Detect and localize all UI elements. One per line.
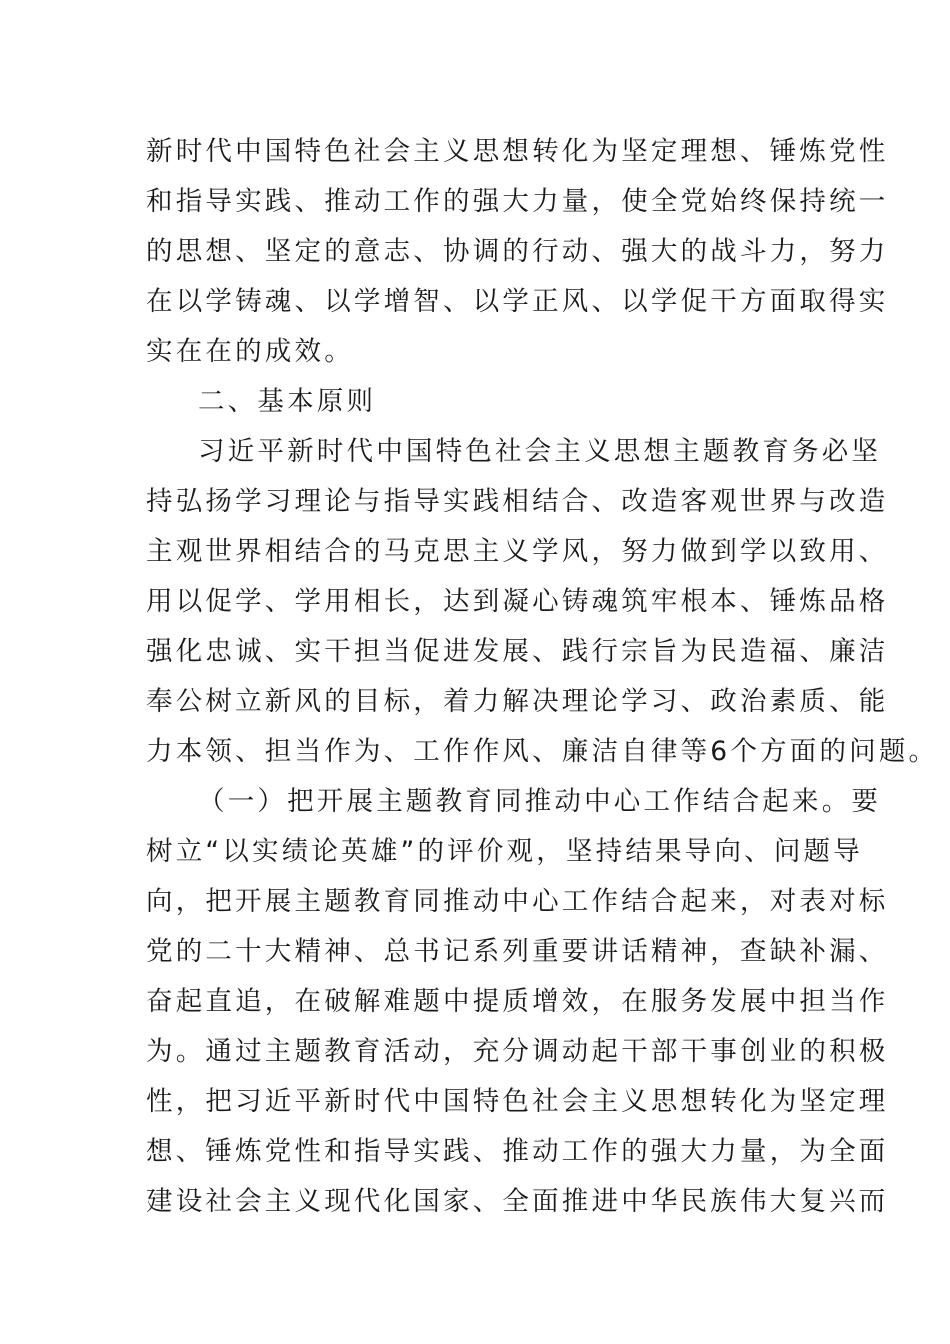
body-line: 习近平新时代中国特色社会主义思想主题教育务必坚 (198, 436, 882, 467)
body-line: 向，把开展主题教育同推动中心工作结合起来，对表对标 (146, 886, 889, 917)
body-line: 新时代中国特色社会主义思想转化为坚定理想、锤炼党性 (146, 136, 889, 167)
body-line: 力本领、担当作为、工作作风、廉洁自律等6个方面的问题。 (146, 736, 939, 767)
body-line: 强化忠诚、实干担当促进发展、践行宗旨为民造福、廉洁 (146, 636, 889, 667)
body-line: 想、锤炼党性和指导实践、推动工作的强大力量，为全面 (146, 1136, 889, 1167)
body-line: 树立“以实绩论英雄”的评价观，坚持结果导向、问题导 (146, 836, 863, 867)
body-line: 建设社会主义现代化国家、全面推进中华民族伟大复兴而 (146, 1186, 889, 1217)
section-heading: 二、基本原则 (198, 386, 377, 417)
body-line: 奉公树立新风的目标，着力解决理论学习、政治素质、能 (146, 686, 889, 717)
body-line: 和指导实践、推动工作的强大力量，使全党始终保持统一 (146, 186, 889, 217)
body-line: 主观世界相结合的马克思主义学风，努力做到学以致用、 (146, 536, 889, 567)
body-line: 为。通过主题教育活动，充分调动起干部干事创业的积极 (146, 1036, 889, 1067)
body-line: 奋起直追，在破解难题中提质增效，在服务发展中担当作 (146, 986, 889, 1017)
body-line: 在以学铸魂、以学增智、以学正风、以学促干方面取得实 (146, 286, 889, 317)
body-line: 用以促学、学用相长，达到凝心铸魂筑牢根本、锤炼品格 (146, 586, 889, 617)
subsection-heading: （一）把开展主题教育同推动中心工作结合起来。要 (198, 786, 882, 817)
body-line: 实在在的成效。 (146, 336, 354, 367)
body-line: 性，把习近平新时代中国特色社会主义思想转化为坚定理 (146, 1086, 889, 1117)
body-line: 的思想、坚定的意志、协调的行动、强大的战斗力，努力 (146, 236, 889, 267)
body-line: 党的二十大精神、总书记系列重要讲话精神，查缺补漏、 (146, 936, 889, 967)
body-line: 持弘扬学习理论与指导实践相结合、改造客观世界与改造 (146, 486, 889, 517)
